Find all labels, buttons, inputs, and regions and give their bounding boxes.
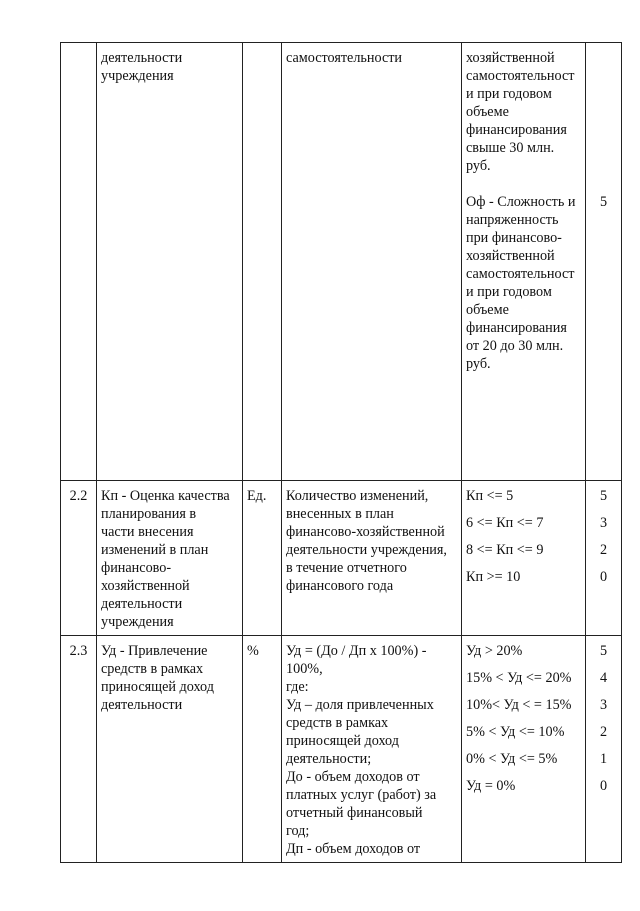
score-value: 5 — [599, 194, 608, 210]
unit-cell: Ед. — [243, 481, 282, 636]
indicator-name: деятельности учреждения — [97, 43, 243, 481]
criteria-cell — [462, 43, 586, 481]
criteria-table — [60, 42, 622, 863]
criteria-item: 8 <= Кп <= 9 — [466, 542, 544, 558]
unit-cell — [243, 43, 282, 481]
criteria-item: 15% < Уд <= 20% — [466, 670, 572, 686]
table-row — [61, 481, 622, 636]
criteria-item: 0% < Уд <= 5% — [466, 751, 558, 767]
criteria-cell — [462, 636, 586, 863]
criteria-text: Оф - Сложность и напряженность при финансово- хозяйственной самостоятельност и при годовом объеме финансирования от 20 до 30 млн. руб. — [466, 194, 576, 372]
score-value: 2 — [599, 542, 608, 558]
row-number: 2.3 — [61, 636, 97, 863]
criteria-item: Уд = 0% — [466, 778, 516, 794]
criteria-item: 6 <= Кп <= 7 — [466, 515, 544, 531]
score-value: 5 — [599, 643, 608, 659]
table-row — [61, 636, 622, 863]
unit-cell: % — [243, 636, 282, 863]
criteria-item: Кп <= 5 — [466, 488, 514, 504]
score-cell — [586, 636, 622, 863]
calculation-method: самостоятельности — [282, 43, 462, 481]
indicator-name: Кп - Оценка качества планирования в части внесения изменений в план финансово- хозяйственной деятельности учреждения — [97, 481, 243, 636]
score-value: 1 — [599, 751, 608, 767]
score-value: 2 — [599, 724, 608, 740]
score-value: 5 — [599, 488, 608, 504]
calculation-method: Уд = (До / Дп х 100%) - 100%, где: Уд – доля привлеченных средств в рамках приносящей доход деятельности; До - объем доходов от платных услуг (работ) за отчетный финансовый год; Дп - объем доходов от — [282, 636, 462, 863]
criteria-item: 5% < Уд <= 10% — [466, 724, 565, 740]
criteria-cell — [462, 481, 586, 636]
score-value: 3 — [599, 697, 608, 713]
criteria-text: хозяйственной самостоятельност и при годовом объеме финансирования свыше 30 млн. руб. — [466, 50, 575, 174]
indicator-name: Уд - Привлечение средств в рамках приносящей доход деятельности — [97, 636, 243, 863]
score-value: 4 — [599, 670, 608, 686]
criteria-item: 10%< Уд < = 15% — [466, 697, 572, 713]
score-value: 3 — [599, 515, 608, 531]
row-number: 2.2 — [61, 481, 97, 636]
table-row — [61, 43, 622, 481]
criteria-item: Кп >= 10 — [466, 569, 521, 585]
score-value: 0 — [599, 569, 608, 585]
score-value: 0 — [599, 778, 608, 794]
score-cell — [586, 481, 622, 636]
row-number — [61, 43, 97, 481]
criteria-item: Уд > 20% — [466, 643, 523, 659]
score-cell — [586, 43, 622, 481]
calculation-method: Количество изменений, внесенных в план финансово-хозяйственной деятельности учреждения, в течение отчетного финансового года — [282, 481, 462, 636]
